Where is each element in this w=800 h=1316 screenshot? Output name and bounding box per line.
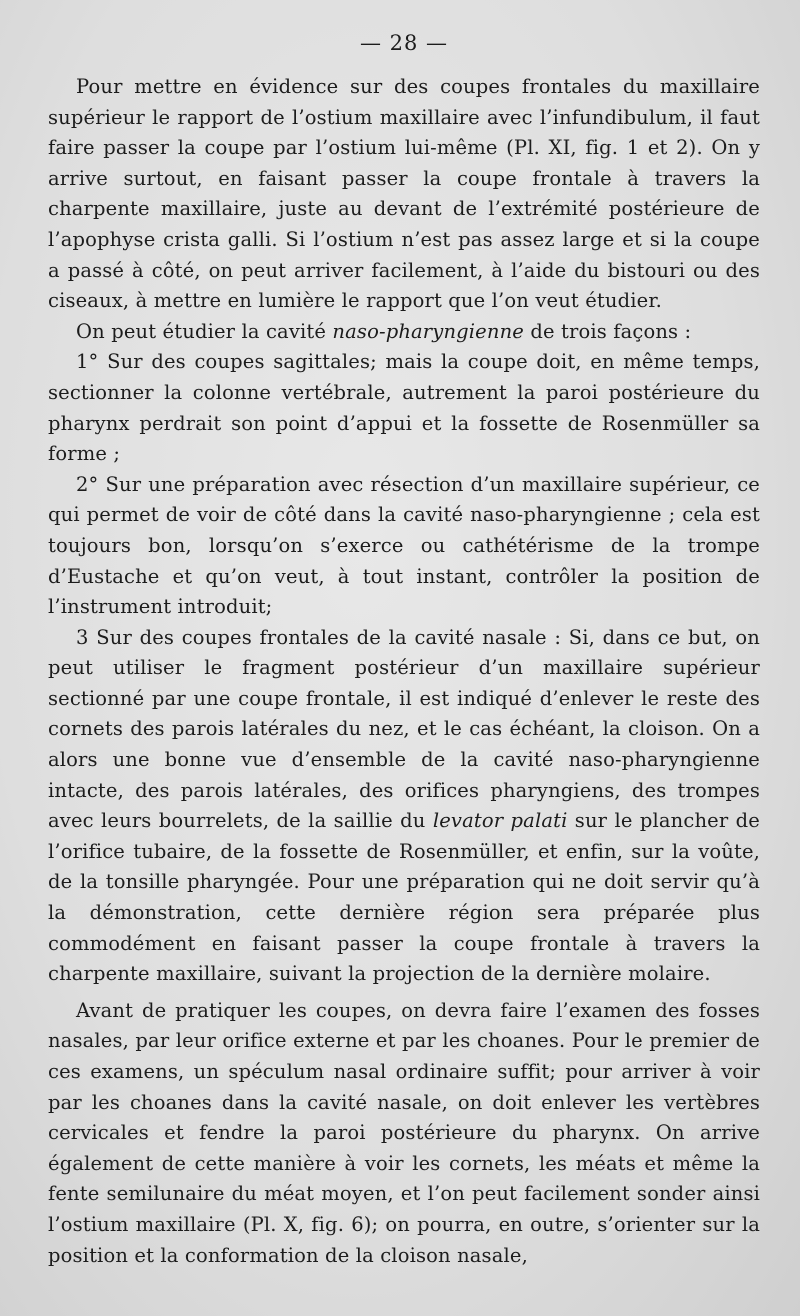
- italic-term: naso-pharyngienne: [332, 319, 524, 343]
- paragraph-examination: [48, 996, 760, 1271]
- paragraph-text: de trois façons :: [523, 319, 692, 343]
- paragraph-text: 3 Sur des coupes frontales de la cavité nasale : Si, dans ce but, on peut utiliser le fragment postérieur d’un maxillaire supérieur sectionné par une coupe frontale, il est indiqué d’enlever le reste des cornets des parois latérales du nez, et le cas échéant, la cloison. On a alors une bonne vue d’ensemble de la cavité naso-pharyngienne intacte, des parois latérales, des orifices pharyngiens, des trompes avec leurs bourrelets, de la saillie du: [48, 625, 760, 833]
- paragraph-text: 2° Sur une préparation avec résection d’un maxillaire supérieur, ce qui permet de voir de côté dans la cavité naso-pharyngienne ; cela est toujours bon, lorsqu’on s’exerce ou cathétérisme de la trompe d’Eustache et qu’on veut, à tout instant, contrôler la position de l’instrument introduit;: [48, 472, 760, 619]
- paragraph-method-3: [48, 623, 760, 990]
- paragraph-nasopharynx-intro: [48, 317, 760, 348]
- paragraph-text: 1° Sur des coupes sagittales; mais la coupe doit, en même temps, sectionner la colonne vertébrale, autrement la paroi postérieure du pharynx perdrait son point d’appui et la fossette de Rosenmüller sa forme ;: [48, 350, 760, 466]
- page-number: — 28 —: [359, 31, 449, 55]
- paragraph-text: Avant de pratiquer les coupes, on devra faire l’examen des fosses nasales, par leur orifice externe et par les choanes. Pour le premier de ces examens, un spéculum nasal ordinaire suffit; pour arriver à voir par les choanes dans la cavité nasale, on doit enlever les vertèbres cervicales et fendre la paroi postérieure du pharynx. On arrive également de cette manière à voir les cornets, les méats et même la fente semilunaire du méat moyen, et l’on peut facilement sonder ainsi l’ostium maxillaire (Pl. X, fig. 6); on pourra, en outre, s’orienter sur la position et la conformation de la cloison nasale,: [48, 998, 760, 1267]
- paragraph-method-2: [48, 470, 760, 623]
- italic-term: levator palati: [432, 809, 568, 833]
- paragraph-text: On peut étudier la cavité: [76, 319, 333, 343]
- paragraph-text: sur le plancher de l’orifice tubaire, de la fossette de Rosenmüller, et enfin, sur la voûte, de la tonsille pharyngée. Pour une préparation qui ne doit servir qu’à la démonstration, cette dernière région sera préparée plus commodément en faisant passer la coupe frontale à travers la charpente maxillaire, suivant la projection de la dernière molaire.: [48, 809, 760, 986]
- paragraph-method-1: [48, 347, 760, 469]
- paragraph-text: Pour mettre en évidence sur des coupes frontales du maxillaire supérieur le rapport de l’ostium maxillaire avec l’infundibulum, il faut faire passer la coupe par l’ostium lui-même (Pl. XI, fig. 1 et 2). On y arrive surtout, en faisant passer la coupe frontale à travers la charpente maxillaire, juste au devant de l’extrémité postérieure de l’apophyse crista galli. Si l’ostium n’est pas assez large et si la coupe a passé à côté, on peut arriver facilement, à l’aide du bistouri ou des ciseaux, à mettre en lumière le rapport que l’on veut étudier.: [48, 75, 760, 313]
- paragraph-frontal-cuts: [48, 72, 760, 317]
